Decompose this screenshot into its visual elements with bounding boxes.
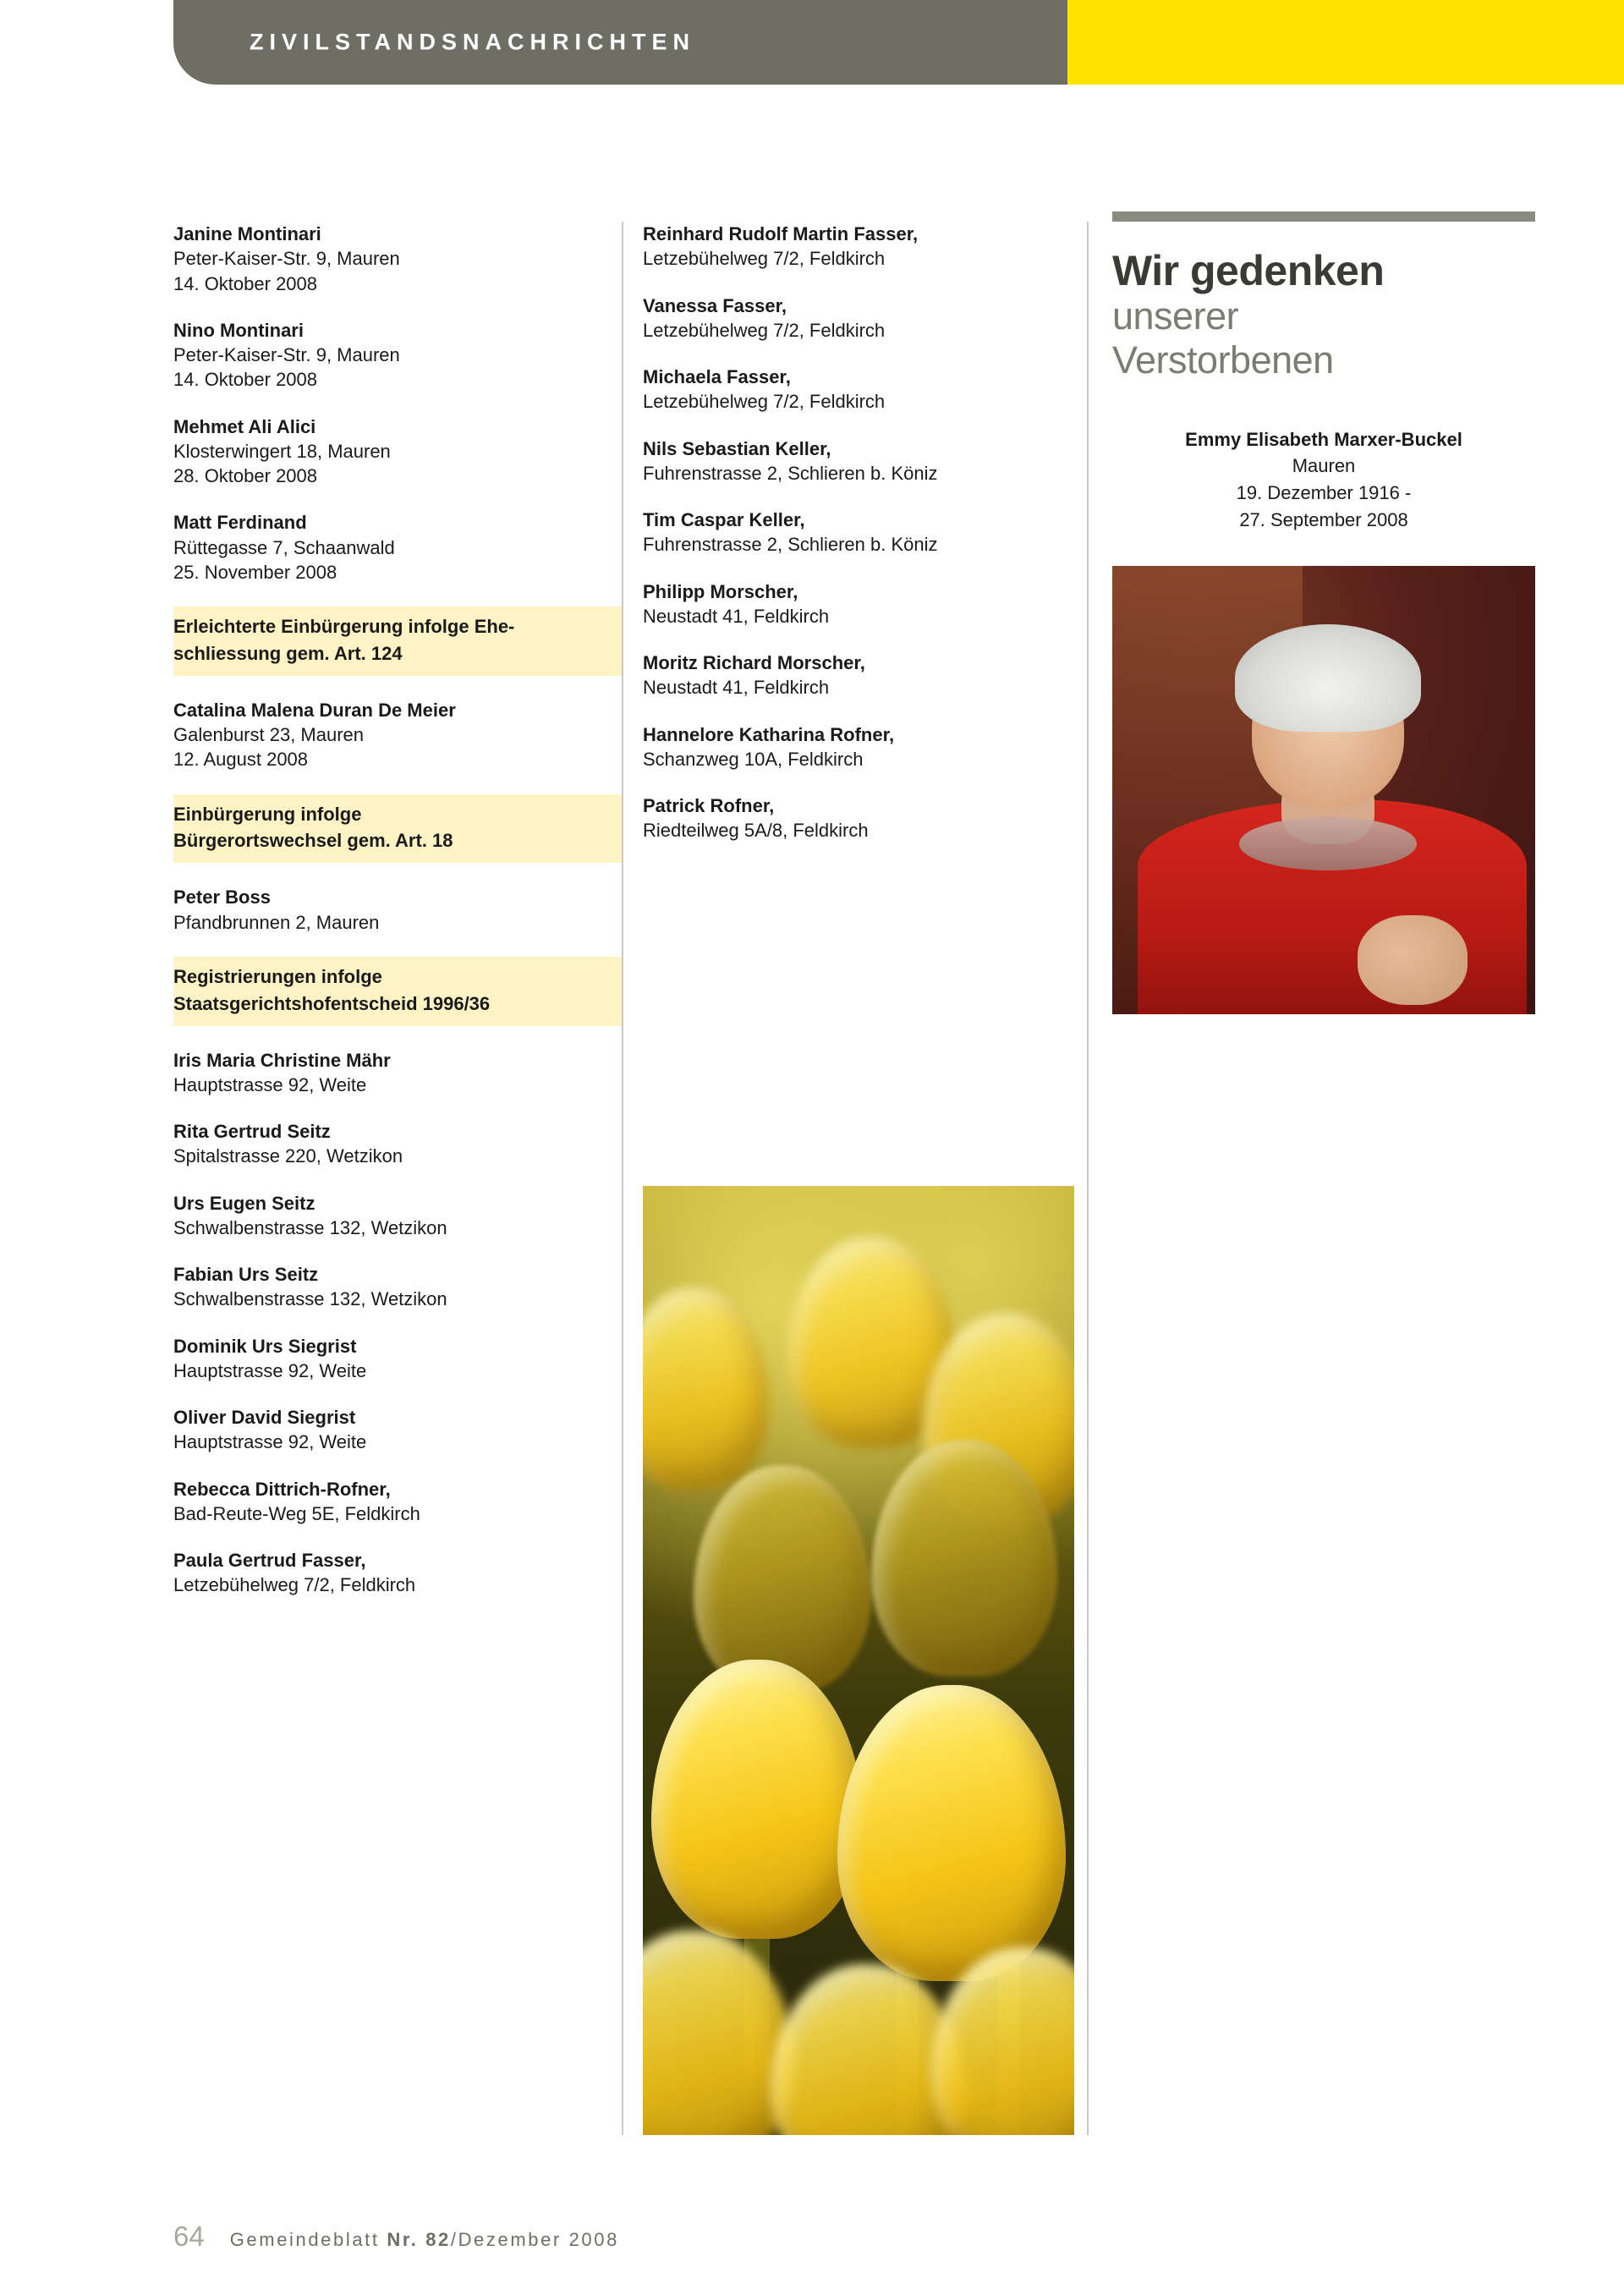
column-one — [173, 222, 622, 1620]
register-entry — [643, 436, 1057, 486]
section-heading-line: Bürgerortswechsel gem. Art. 18 — [173, 830, 453, 852]
footer-prefix: Gemeindeblatt — [229, 2229, 387, 2250]
deceased-birth-date: 19. Dezember 1916 - — [1236, 482, 1412, 504]
register-entry — [643, 365, 1057, 414]
register-entry — [173, 1262, 622, 1312]
entry-name: Fabian Urs Seitz — [173, 1264, 319, 1286]
entry-name: Reinhard Rudolf Martin Fasser, — [643, 223, 919, 244]
entry-detail: 14. Oktober 2008 — [173, 369, 318, 391]
entry-detail: Galenburst 23, Mauren — [173, 724, 365, 746]
column-three — [1112, 211, 1539, 1014]
entry-name: Paula Gertrud Fasser, — [173, 1550, 366, 1572]
entry-detail: Peter-Kaiser-Str. 9, Mauren — [173, 248, 400, 270]
section-heading-line: Staatsgerichtshofentscheid 1996/36 — [173, 992, 491, 1014]
page-header — [0, 0, 1624, 85]
entry-name: Nils Sebastian Keller, — [643, 437, 831, 459]
section-heading — [173, 607, 622, 676]
footer-text — [230, 2229, 619, 2251]
entry-detail: Peter-Kaiser-Str. 9, Mauren — [173, 344, 400, 365]
entry-name: Moritz Richard Morscher, — [643, 652, 865, 673]
entry-detail: 14. Oktober 2008 — [173, 272, 318, 294]
entry-detail: Hauptstrasse 92, Weite — [173, 1073, 367, 1095]
entry-detail: Bad-Reute-Weg 5E, Feldkirch — [173, 1502, 420, 1524]
register-entry — [173, 510, 622, 585]
entry-detail: Fuhrenstrasse 2, Schlieren b. Köniz — [643, 534, 938, 556]
section-heading-line: Erleichterte Einbürgerung infolge Ehe- — [173, 616, 515, 637]
section-heading — [173, 794, 622, 864]
register-entry — [173, 318, 622, 392]
entry-detail: Letzebühelweg 7/2, Feldkirch — [173, 1574, 416, 1596]
page-footer — [173, 2220, 619, 2253]
entry-detail: Schwalbenstrasse 132, Wetzikon — [173, 1216, 447, 1238]
entry-detail: Letzebühelweg 7/2, Feldkirch — [643, 319, 886, 341]
entry-detail: Neustadt 41, Feldkirch — [643, 605, 830, 627]
portrait-hand — [1358, 915, 1468, 1005]
entry-detail: 12. August 2008 — [173, 749, 309, 771]
page-number: 64 — [173, 2220, 205, 2252]
register-entry — [643, 722, 1057, 772]
portrait-hair — [1235, 624, 1421, 732]
deceased-place: Mauren — [1292, 455, 1356, 477]
register-entry — [643, 508, 1057, 557]
entry-detail: 25. November 2008 — [173, 561, 337, 583]
entry-detail: Schwalbenstrasse 132, Wetzikon — [173, 1288, 447, 1310]
entry-detail: Schanzweg 10A, Feldkirch — [643, 748, 864, 770]
entry-detail: Letzebühelweg 7/2, Feldkirch — [643, 248, 886, 270]
entry-detail: Klosterwingert 18, Mauren — [173, 440, 391, 462]
entry-detail: Pfandbrunnen 2, Mauren — [173, 911, 380, 933]
portrait-photo — [1112, 566, 1535, 1014]
entry-detail: Neustadt 41, Feldkirch — [643, 677, 830, 699]
entry-name: Tim Caspar Keller, — [643, 509, 805, 530]
deceased-name: Emmy Elisabeth Marxer-Buckel — [1185, 428, 1462, 450]
register-entry — [643, 650, 1057, 700]
header-yellow-block — [1066, 0, 1624, 85]
entry-name: Catalina Malena Duran De Meier — [173, 699, 456, 721]
entry-detail: 28. Oktober 2008 — [173, 465, 318, 486]
entry-name: Vanessa Fasser, — [643, 294, 787, 316]
register-entry — [643, 793, 1057, 843]
entry-name: Philipp Morscher, — [643, 580, 798, 602]
entry-name: Oliver David Siegrist — [173, 1407, 356, 1429]
entry-name: Michaela Fasser, — [643, 366, 791, 387]
entry-name: Iris Maria Christine Mähr — [173, 1049, 391, 1071]
memorial-heading-line2: unserer — [1112, 294, 1239, 338]
page-title: ZIVILSTANDSNACHRICHTEN — [250, 29, 695, 55]
memorial-rule — [1112, 211, 1535, 222]
register-entry — [173, 222, 622, 296]
portrait-collar — [1239, 817, 1417, 871]
column-divider-1 — [622, 222, 623, 2135]
register-entry — [643, 222, 1057, 272]
entry-detail: Rüttegasse 7, Schaanwald — [173, 536, 395, 558]
footer-suffix: /Dezember 2008 — [450, 2229, 619, 2250]
register-entry — [173, 414, 622, 489]
deceased-block — [1112, 426, 1535, 535]
column-two — [643, 222, 1057, 865]
tulips-photo — [643, 1186, 1074, 2135]
register-entry — [173, 1334, 622, 1384]
entry-detail: Spitalstrasse 220, Wetzikon — [173, 1145, 403, 1167]
register-entry — [173, 1477, 622, 1527]
entry-detail: Hauptstrasse 92, Weite — [173, 1359, 367, 1381]
section-heading-line: schliessung gem. Art. 124 — [173, 642, 403, 664]
entry-name: Patrick Rofner, — [643, 795, 775, 816]
entry-name: Hannelore Katharina Rofner, — [643, 723, 895, 745]
section-heading-line: Einbürgerung infolge — [173, 803, 362, 825]
register-entry — [173, 698, 622, 772]
column-divider-2 — [1087, 222, 1089, 2135]
entry-name: Nino Montinari — [173, 319, 304, 341]
register-entry — [173, 1548, 622, 1598]
entry-detail: Riedteilweg 5A/8, Feldkirch — [643, 820, 869, 842]
register-entry — [173, 1048, 622, 1098]
memorial-heading-line3: Verstorbenen — [1112, 338, 1334, 381]
section-heading-line: Registrierungen infolge — [173, 965, 382, 987]
entry-name: Dominik Urs Siegrist — [173, 1335, 357, 1357]
section-heading — [173, 957, 622, 1026]
entry-name: Janine Montinari — [173, 223, 321, 244]
register-entry — [643, 294, 1057, 343]
entry-detail: Letzebühelweg 7/2, Feldkirch — [643, 391, 886, 413]
entry-name: Rita Gertrud Seitz — [173, 1121, 331, 1143]
entry-detail: Hauptstrasse 92, Weite — [173, 1431, 367, 1453]
register-entry — [173, 885, 622, 935]
register-entry — [173, 1405, 622, 1455]
entry-detail: Fuhrenstrasse 2, Schlieren b. Köniz — [643, 462, 938, 484]
entry-name: Urs Eugen Seitz — [173, 1192, 315, 1214]
entry-name: Mehmet Ali Alici — [173, 415, 316, 437]
footer-issue: Nr. 82 — [387, 2229, 451, 2250]
memorial-heading-line1: Wir gedenken — [1112, 247, 1385, 294]
entry-name: Rebecca Dittrich-Rofner, — [173, 1478, 391, 1500]
register-entry — [173, 1119, 622, 1169]
entry-name: Peter Boss — [173, 886, 271, 908]
entry-name: Matt Ferdinand — [173, 512, 307, 534]
register-entry — [643, 579, 1057, 629]
register-entry — [173, 1191, 622, 1241]
deceased-death-date: 27. September 2008 — [1239, 509, 1408, 531]
